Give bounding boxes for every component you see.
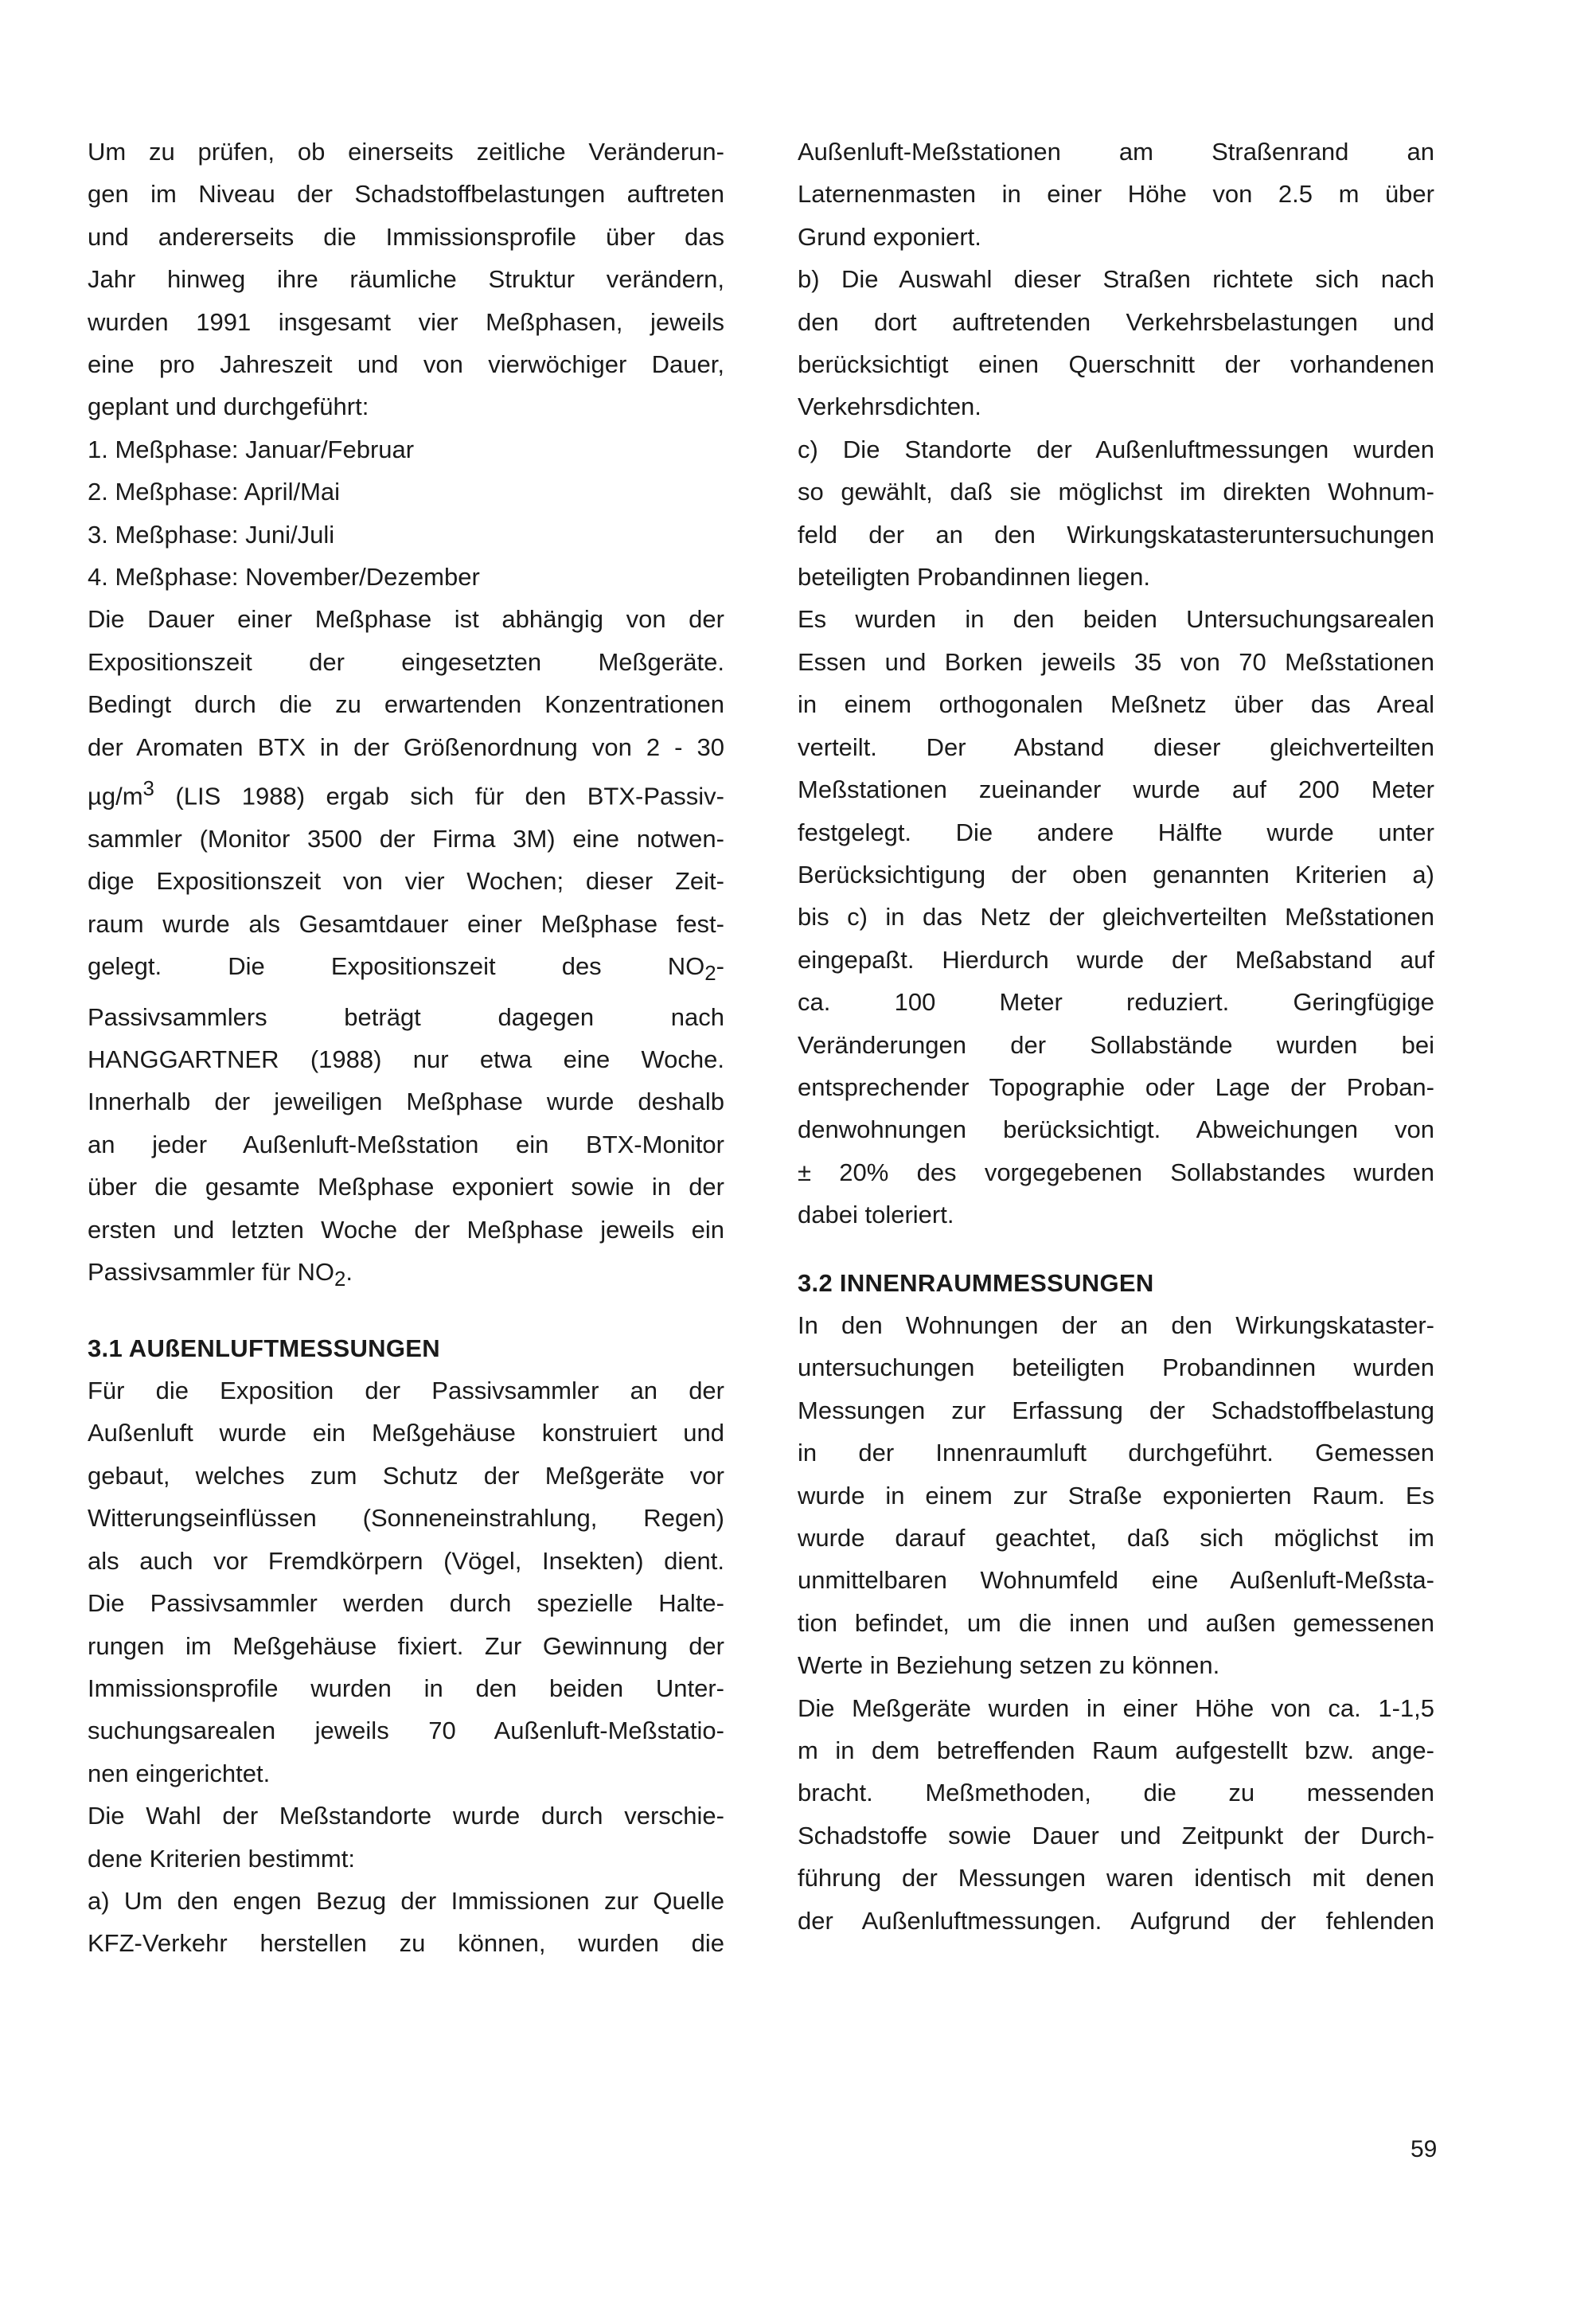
text-line: gen im Niveau der Schadstoffbelastungen auftreten <box>88 180 724 209</box>
section-3-1-paragraph <box>88 1369 724 1795</box>
text-line: Essen und Borken jeweils 35 von 70 Meßstationen <box>798 647 1434 676</box>
duration-paragraph <box>88 598 724 1301</box>
text-line: Berücksichtigung der oben genannten Kriterien a) <box>798 860 1434 889</box>
text-line: Immissionsprofile wurden in den beiden Unter- <box>88 1674 724 1702</box>
no2-subscript: 2 <box>704 963 716 986</box>
no2-line <box>88 945 724 996</box>
text-line: Expositionszeit der eingesetzten Meßgeräte. <box>88 647 724 676</box>
criteria-paragraph <box>88 1795 724 1965</box>
text-line: dabei toleriert. <box>798 1201 954 1229</box>
text-line: ersten und letzten Woche der Meßphase jeweils ein <box>88 1215 724 1244</box>
right-column <box>798 131 1434 1942</box>
text-line: wurden 1991 insgesamt vier Meßphasen, jeweils <box>88 307 724 336</box>
text-line: als auch vor Fremdkörpern (Vögel, Insekten) dient. <box>88 1546 724 1575</box>
section-heading-3-2: 3.2 INNENRAUMMESSUNGEN <box>798 1268 1154 1297</box>
phase-list <box>88 428 724 599</box>
text-line: bracht. Meßmethoden, die zu messenden <box>798 1779 1434 1807</box>
text-line: dige Expositionszeit von vier Wochen; dieser Zeit- <box>88 867 724 896</box>
no2-last-line <box>88 1251 724 1302</box>
text-line: wurde darauf geachtet, daß sich möglichst im <box>798 1524 1434 1552</box>
text-line: über die gesamte Meßphase exponiert sowie in der <box>88 1173 724 1201</box>
text-line: der Aromaten BTX in der Größenordnung von 2 - 30 <box>88 732 724 761</box>
text-line: Die Dauer einer Meßphase ist abhängig von der <box>88 605 724 634</box>
text-line: und andererseits die Immissionsprofile über das <box>88 222 724 251</box>
intro-paragraph <box>88 131 724 428</box>
text-line: denwohnungen berücksichtigt. Abweichungen von <box>798 1115 1434 1144</box>
text-line: führung der Messungen waren identisch mit denen <box>798 1864 1434 1892</box>
text-line: eine pro Jahreszeit und von vierwöchiger Dauer, <box>88 350 724 379</box>
no2-prefix: gelegt. Die Expositionszeit des NO <box>88 952 705 981</box>
text-line: Die Meßgeräte wurden in einer Höhe von ca. 1-1,5 <box>798 1693 1434 1722</box>
text-line: Die Passivsammler werden durch spezielle Halte- <box>88 1589 724 1618</box>
section-3-2-paragraph <box>798 1304 1434 1687</box>
text-line: ± 20% des vorgegebenen Sollabstandes wurden <box>798 1158 1434 1186</box>
text-line: KFZ-Verkehr herstellen zu können, wurden die <box>88 1929 724 1958</box>
text-line: den dort auftretenden Verkehrsbelastungen und <box>798 307 1434 336</box>
text-line: berücksichtigt einen Querschnitt der vorhandenen <box>798 350 1434 379</box>
page-number: 59 <box>1411 2136 1438 2162</box>
text-line: Bedingt durch die zu erwartenden Konzentrationen <box>88 690 724 719</box>
text-line: Veränderungen der Sollabstände wurden bei <box>798 1030 1434 1059</box>
text-line: In den Wohnungen der an den Wirkungskataster- <box>798 1310 1434 1339</box>
text-line: m in dem betreffenden Raum aufgestellt bzw. ange- <box>798 1736 1434 1765</box>
list-item: 1. Meßphase: Januar/Februar <box>88 435 415 463</box>
text-line: geplant und durchgeführt: <box>88 393 369 421</box>
text-line: dene Kriterien bestimmt: <box>88 1844 355 1873</box>
last-suffix: . <box>345 1258 353 1287</box>
spacer <box>798 1236 1434 1262</box>
text-line: b) Die Auswahl dieser Straßen richtete sich nach <box>798 265 1434 294</box>
left-column <box>88 131 724 1965</box>
no2-suffix: - <box>716 952 724 981</box>
text-line: Messungen zur Erfassung der Schadstoffbelastung <box>798 1396 1434 1424</box>
text-line: HANGGARTNER (1988) nur etwa eine Woche. <box>88 1045 724 1074</box>
list-item: 4. Meßphase: November/Dezember <box>88 563 480 592</box>
criteria-c <box>798 428 1434 599</box>
text-line: an jeder Außenluft-Meßstation ein BTX-Monitor <box>88 1130 724 1158</box>
list-item: 3. Meßphase: Juni/Juli <box>88 520 335 549</box>
text-line: verteilt. Der Abstand dieser gleichverteilten <box>798 732 1434 761</box>
text-line: Grund exponiert. <box>798 222 981 251</box>
text-line: suchungsarealen jeweils 70 Außenluft-Meßstatio- <box>88 1717 724 1745</box>
criteria-a-continued <box>798 131 1434 258</box>
text-line: Witterungseinflüssen (Sonneneinstrahlung, Regen) <box>88 1504 724 1533</box>
text-line: c) Die Standorte der Außenluftmessungen wurden <box>798 435 1434 463</box>
text-line: a) Um den engen Bezug der Immissionen zur Quelle <box>88 1886 724 1915</box>
text-line: unmittelbaren Wohnumfeld eine Außenluft-Meßsta- <box>798 1566 1434 1595</box>
last-prefix: Passivsammler für NO <box>88 1258 335 1287</box>
text-line: Die Wahl der Meßstandorte wurde durch verschie- <box>88 1802 724 1830</box>
text-line: Verkehrsdichten. <box>798 393 981 421</box>
text-line: entsprechender Topographie oder Lage der Proban- <box>798 1072 1434 1101</box>
text-line: rungen im Meßgehäuse fixiert. Zur Gewinnung der <box>88 1631 724 1660</box>
text-line: Jahr hinweg ihre räumliche Struktur verändern, <box>88 265 724 294</box>
unit-superscript: 3 <box>142 778 154 801</box>
text-line: raum wurde als Gesamtdauer einer Meßphase fest- <box>88 909 724 938</box>
spacer <box>88 1302 724 1327</box>
text-line: Um zu prüfen, ob einerseits zeitliche Veränderun- <box>88 138 724 166</box>
text-line: Außenluft-Meßstationen am Straßenrand an <box>798 138 1434 166</box>
text-line: beteiligten Probandinnen liegen. <box>798 563 1150 592</box>
text-line: nen eingerichtet. <box>88 1759 271 1787</box>
text-line: tion befindet, um die innen und außen gemessenen <box>798 1608 1434 1637</box>
text-line: festgelegt. Die andere Hälfte wurde unter <box>798 818 1434 846</box>
text-line: sammler (Monitor 3500 der Firma 3M) eine notwen- <box>88 824 724 853</box>
text-line: Passivsammlers beträgt dagegen nach <box>88 1002 724 1031</box>
criteria-b <box>798 258 1434 428</box>
list-item: 2. Meßphase: April/Mai <box>88 478 341 506</box>
text-line: Außenluft wurde ein Meßgehäuse konstruiert und <box>88 1419 724 1447</box>
section-heading-3-1: 3.1 AUßENLUFTMESSUNGEN <box>88 1334 440 1362</box>
text-line: wurde in einem zur Straße exponierten Raum. Es <box>798 1481 1434 1510</box>
text-line: Es wurden in den beiden Untersuchungsarealen <box>798 605 1434 634</box>
text-line: in der Innenraumluft durchgeführt. Gemessen <box>798 1439 1434 1467</box>
text-line: untersuchungen beteiligten Probandinnen wurden <box>798 1353 1434 1382</box>
text-line: der Außenluftmessungen. Aufgrund der fehlenden <box>798 1906 1434 1935</box>
instruments-paragraph <box>798 1687 1434 1942</box>
text-line: Für die Exposition der Passivsammler an der <box>88 1377 724 1405</box>
text-line: gebaut, welches zum Schutz der Meßgeräte vor <box>88 1461 724 1490</box>
text-line: so gewählt, daß sie möglichst im direkten Wohnum- <box>798 478 1434 506</box>
last-subscript: 2 <box>334 1268 346 1291</box>
text-line: bis c) in das Netz der gleichverteilten Meßstationen <box>798 903 1434 932</box>
text-line: eingepaßt. Hierdurch wurde der Meßabstand auf <box>798 945 1434 974</box>
text-line: Meßstationen zueinander wurde auf 200 Meter <box>798 775 1434 804</box>
text-line: Laternenmasten in einer Höhe von 2.5 m über <box>798 180 1434 209</box>
text-line: feld der an den Wirkungskatasteruntersuchungen <box>798 520 1434 549</box>
text-line: Schadstoffe sowie Dauer und Zeitpunkt der Durch- <box>798 1821 1434 1849</box>
network-paragraph <box>798 598 1434 1236</box>
unit-prefix: µg/m <box>88 782 143 810</box>
text-line: Werte in Beziehung setzen zu können. <box>798 1651 1220 1680</box>
text-line: in einem orthogonalen Meßnetz über das Areal <box>798 690 1434 719</box>
text-line: ca. 100 Meter reduziert. Geringfügige <box>798 988 1434 1017</box>
text-line: Innerhalb der jeweiligen Meßphase wurde deshalb <box>88 1088 724 1116</box>
unit-suffix: (LIS 1988) ergab sich für den BTX-Passiv- <box>154 782 724 810</box>
unit-line <box>88 768 724 818</box>
